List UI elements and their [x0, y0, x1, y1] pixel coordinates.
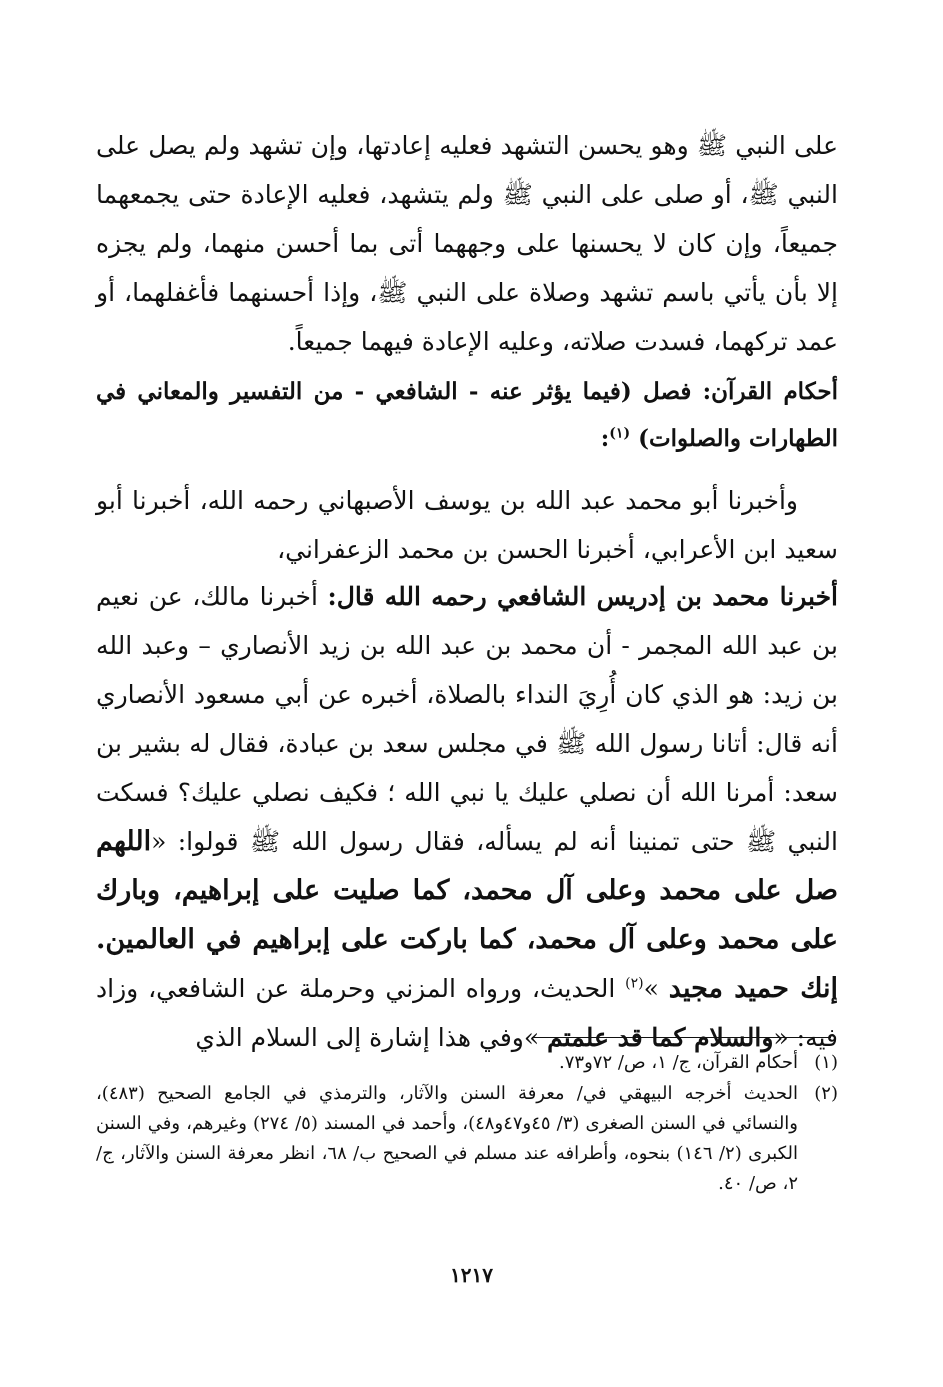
page-number: ١٢١٧	[450, 1263, 493, 1287]
footnote-item	[96, 1048, 838, 1078]
footnote-ref-1: (١)	[609, 425, 631, 442]
body-paragraph-1: على النبي ﷺ وهو يحسن التشهد فعليه إعادتها، وإن تشهد ولم يصل على النبي ﷺ، أو صلى على النبي ﷺ ولم يتشهد، فعليه الإعادة حتى يجمعهما جميعاً، وإن كان لا يحسنها على وجههما أتى بما أحسن منهما، ولم يجزه إلا بأن يأتي باسم تشهد وصلاة على النبي ﷺ، وإذا أحسنهما فأغفلهما، أو عمد تركهما، فسدت صلاته، وعليه الإعادة فيهما جميعاً.	[96, 131, 838, 356]
body-paragraph-2: وأخبرنا أبو محمد عبد الله بن يوسف الأصبهاني رحمه الله، أخبرنا أبو سعيد ابن الأعرابي، أخبرنا الحسن بن محمد الزعفراني،	[96, 486, 838, 564]
footnote-number: (٢)	[814, 1083, 838, 1104]
footnote-text: الحديث أخرجه البيهقي في/ معرفة السنن والآثار، والترمذي في الجامع الصحيح (٤٨٣)، والنسائي في السنن الصغرى (٣/ ٤٥و٤٧و٤٨)، وأحمد في المسند (٥/ ٢٧٤) وغيرهم، وفي السنن الكبرى (٢/ ١٤٦) بنحوه، وأطرافه عند مسلم في الصحيح ب/ ٦٨، انظر معرفة السنن والآثار، ج/ ٢، ص/ ٤٠.	[96, 1083, 798, 1194]
footnote-text: أحكام القرآن، ج/ ١، ص/ ٧٢و٧٣.	[559, 1052, 798, 1073]
section-heading	[96, 368, 838, 462]
body-paragraph-3	[96, 572, 838, 1062]
hadith-text-2: »	[643, 974, 669, 1003]
section-heading-text: أحكام القرآن: فصل (فيما يؤثر عنه - الشافعي - من التفسير والمعاني في الطهارات والصلوات)	[96, 378, 838, 452]
hadith-text-4: »وفي هذا إشارة إلى السلام الذي	[195, 1023, 548, 1052]
salawat-text: اللهم صل على محمد وعلى آل محمد، كما صليت على إبراهيم، وبارك على محمد وعلى آل محمد، كما باركت على إبراهيم في العالمين. إنك حميد مجيد	[96, 826, 839, 1004]
section-heading-colon: :	[600, 425, 610, 452]
footnote-ref-2: (٢)	[625, 975, 644, 992]
footnote-item	[96, 1079, 838, 1199]
footnotes	[96, 1048, 838, 1200]
footnote-number: (١)	[814, 1052, 838, 1073]
salam-text: والسلام كما قد علمتم	[547, 1023, 774, 1052]
hadith-chain-lead: أخبرنا محمد بن إدريس الشافعي رحمه الله قال:	[327, 582, 838, 611]
hadith-text-1: أخبرنا مالك، عن نعيم بن عبد الله المجمر - أن محمد بن عبد الله بن زيد الأنصاري – وعبد الله بن زيد: هو الذي كان أُرِيَ النداء بالصلاة، أخبره عن أبي مسعود الأنصاري أنه قال: أتانا رسول الله ﷺ في مجلس سعد بن عبادة، فقال له بشير بن سعد: أمرنا الله أن نصلي عليك يا نبي الله ؛ فكيف نصلي عليك؟ فسكت النبي ﷺ حتى تمنينا أنه لم يسأله، فقال رسول الله ﷺ قولوا: «	[96, 582, 838, 856]
footnote-divider	[532, 1037, 831, 1038]
hadith-text-3: الحديث، ورواه المزني وحرملة عن الشافعي، وزاد فيه: «	[96, 974, 838, 1052]
